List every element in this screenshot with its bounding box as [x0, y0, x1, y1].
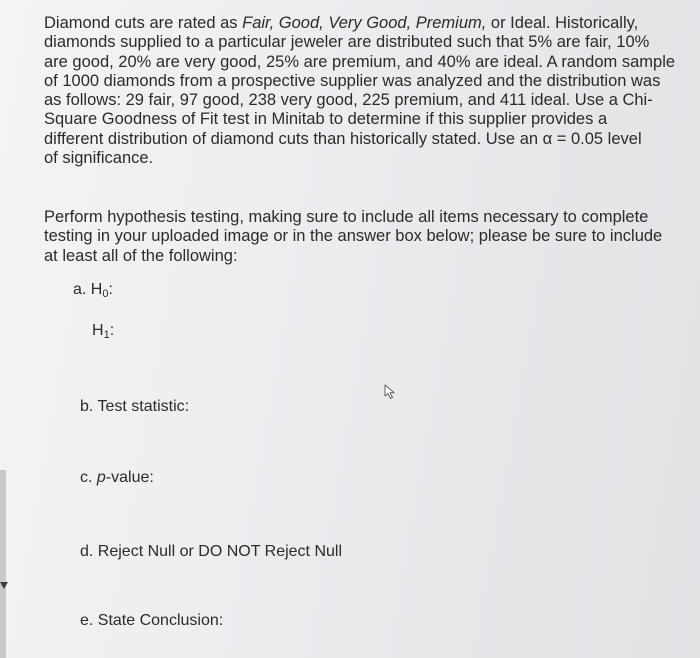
problem-segment: diamonds supplied to a particular jeweler are distributed such that 5% are fair, 10% [44, 33, 650, 52]
problem-line [44, 149, 692, 168]
item-c-p: p [96, 469, 106, 486]
problem-segment: Square Goodness of Fit test in Minitab to determine if this supplier provides a [44, 110, 608, 129]
problem-statement [44, 14, 692, 168]
h1-colon: : [109, 322, 115, 339]
problem-line [44, 130, 692, 149]
scrollbar-track[interactable] [0, 470, 6, 658]
instructions [44, 208, 662, 266]
item-c-p-value [80, 469, 154, 487]
problem-segment: as follows: 29 fair, 97 good, 238 very good, 225 premium, and 411 ideal. Use a Chi- [44, 91, 653, 110]
problem-line [44, 110, 692, 129]
problem-segment: Fair, Good, Very Good, Premium, [242, 14, 487, 32]
h1-subscript: 1 [103, 329, 110, 341]
problem-segment: or Ideal. Historically, [486, 14, 639, 32]
scroll-down-arrow-icon[interactable] [0, 582, 8, 589]
item-c-suffix: -value: [105, 469, 154, 486]
instructions-line [44, 247, 662, 266]
instructions-segment: at least all of the following: [44, 246, 238, 265]
instructions-line [44, 227, 662, 246]
instructions-line [44, 208, 662, 227]
instructions-segment: testing in your uploaded image or in the answer box below; please be sure to include [44, 227, 663, 246]
problem-segment: Diamond cuts are rated as [44, 14, 243, 32]
problem-line [44, 14, 692, 33]
problem-line [44, 33, 692, 52]
h1-label: H [92, 322, 104, 339]
problem-line [44, 53, 692, 72]
item-e-conclusion: e. State Conclusion: [80, 612, 224, 629]
problem-segment: are good, 20% are very good, 25% are premium, and 40% are ideal. A random sample [44, 52, 676, 71]
problem-line [44, 91, 692, 110]
item-c-label: c. [80, 469, 97, 486]
item-a-colon: : [108, 281, 113, 298]
item-a-alt-hypothesis [92, 322, 114, 341]
item-d-decision: d. Reject Null or DO NOT Reject Null [80, 543, 342, 560]
problem-segment: different distribution of diamond cuts than historically stated. Use an α = 0.05 level [44, 129, 642, 148]
problem-line [44, 72, 692, 91]
item-b-test-statistic: b. Test statistic: [80, 398, 190, 415]
instructions-segment: Perform hypothesis testing, making sure to include all items necessary to complete [44, 208, 649, 226]
problem-segment: of significance. [44, 149, 154, 168]
problem-segment: of 1000 diamonds from a prospective supplier was analyzed and the distribution was [44, 71, 661, 90]
item-a-label: a. H [73, 281, 103, 298]
mouse-pointer-icon [384, 384, 398, 400]
question-content [44, 14, 692, 265]
item-a-null-hypothesis [73, 281, 113, 300]
item-a-subscript: 0 [102, 288, 109, 300]
